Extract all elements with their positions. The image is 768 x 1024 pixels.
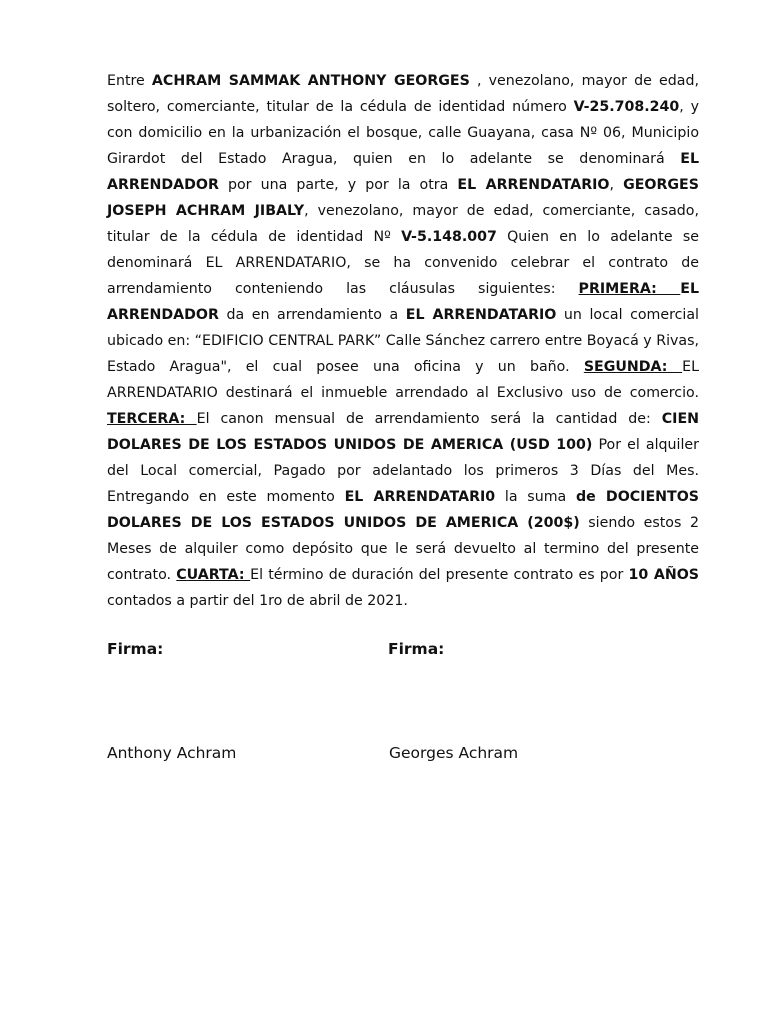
bold-run: EL ARRENDATARI0 <box>344 489 496 505</box>
signature-name-left: Anthony Achram <box>107 744 237 762</box>
text-run: , y con domicilio en la urbanización el bosque, calle Guayana, casa Nº 06, Municipio Girardot del Estado Aragua, quien en lo adelante se denominará <box>107 99 700 167</box>
text-run: El término de duración del presente contrato es por <box>250 567 629 583</box>
bold-run: EL ARRENDATARIO <box>405 307 557 323</box>
text-run: , <box>609 177 624 193</box>
bold-run: EL ARRENDATARIO <box>457 177 610 193</box>
clause-heading: PRIMERA: <box>578 281 681 297</box>
bold-run: EL ARRENDADOR <box>107 151 699 193</box>
text-run: un local comercial ubicado en: “EDIFICIO CENTRAL PARK” Calle Sánchez carrero entre Boyacá y Rivas, Estado Aragua", el cual posee una oficina y un baño. <box>107 307 699 375</box>
bold-run: GEORGES JOSEPH ACHRAM JIBALY <box>107 177 699 219</box>
text-run: la suma <box>495 489 576 505</box>
clause-heading: CUARTA: <box>176 567 251 583</box>
signature-label-right: Firma: <box>388 640 445 658</box>
bold-run: V-5.148.007 <box>401 229 497 245</box>
text-run: , venezolano, mayor de edad, comerciante, casado, titular de la cédula de identidad Nº <box>107 203 699 245</box>
text-run: por una parte, y por la otra <box>218 177 458 193</box>
text-run: Por el alquiler del Local comercial, Pagado por adelantado los primeros 3 Días del Mes. Entregando en este momento <box>107 437 699 505</box>
signature-label-left: Firma: <box>107 640 164 658</box>
bold-run: CIEN DOLARES DE LOS ESTADOS UNIDOS DE AMERICA (USD 100) <box>107 411 700 453</box>
bold-run: de DOCIENTOS DOLARES DE LOS ESTADOS UNIDOS DE AMERICA (200$) <box>107 489 699 531</box>
bold-run: 10 AÑOS <box>628 567 699 583</box>
text-run: El canon mensual de arrendamiento será la cantidad de: <box>196 411 662 427</box>
text-run: da en arrendamiento a <box>218 307 406 323</box>
bold-run: EL ARRENDADOR <box>107 281 699 323</box>
clause-heading: TERCERA: <box>107 411 197 427</box>
text-run: Quien en lo adelante se denominará EL ARRENDATARIO, se ha convenido celebrar el contrato de arrendamiento conteniendo las cláusulas siguientes: <box>107 229 699 297</box>
text-run: , venezolano, mayor de edad, soltero, comerciante, titular de la cédula de identidad número <box>107 73 699 115</box>
contract-body-paragraph <box>107 68 699 614</box>
text-run: EL ARRENDATARIO destinará el inmueble arrendado al Exclusivo uso de comercio. <box>107 359 699 401</box>
text-run: Entre <box>107 73 152 89</box>
bold-run: ACHRAM SAMMAK ANTHONY GEORGES <box>151 73 470 89</box>
clause-heading: SEGUNDA: <box>583 359 683 375</box>
text-run: siendo estos 2 Meses de alquiler como depósito que le será devuelto al termino del presente contrato. <box>107 515 699 583</box>
text-run: contados a partir del 1ro de abril de 2021. <box>107 593 408 609</box>
bold-run: V-25.708.240 <box>573 99 680 115</box>
signature-name-right: Georges Achram <box>389 744 519 762</box>
